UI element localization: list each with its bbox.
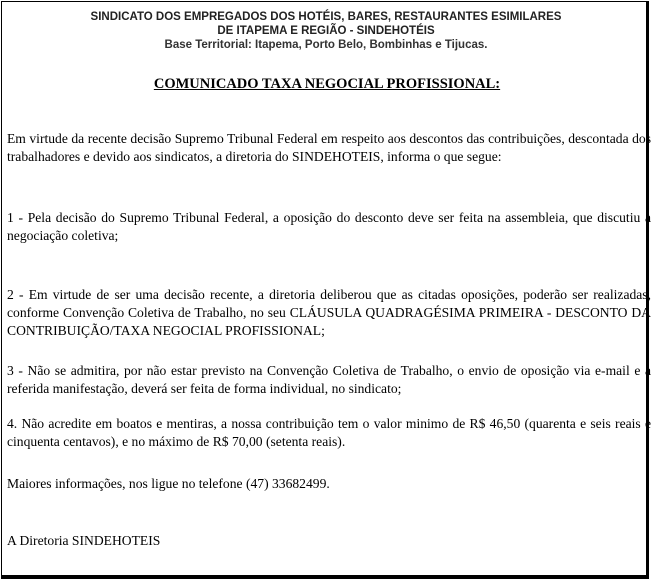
letterhead-territory: Base Territorial: Itapema, Porto Belo, Bombinhas e Tijucas. xyxy=(164,39,488,51)
paragraph-contact: Maiores informações, nos ligue no telefone (47) 33682499. xyxy=(7,476,330,491)
document-title: COMUNICADO TAXA NEGOCIAL PROFISSIONAL: xyxy=(153,76,501,92)
signature: A Diretoria SINDEHOTEIS xyxy=(7,533,161,548)
letterhead xyxy=(2,10,650,52)
letterhead-union-name: SINDICATO DOS EMPREGADOS DOS HOTÉIS, BARES, RESTAURANTES ESIMILARES xyxy=(90,11,562,23)
paragraph-intro: Em virtude da recente decisão Supremo Tribunal Federal em respeito aos descontos das contribuições, descontada dos trabalhadores e devido aos sindicatos, a diretoria do SINDEHOTEIS, informa o que segue: xyxy=(7,131,651,164)
document-frame xyxy=(1,1,649,579)
paragraph-item-3: 3 - Não se admitira, por não estar previsto na Convenção Coletiva de Trabalho, o envio de oposição via e-mail e a referida manifestação, deverá ser feita de forma individual, no sindicato; xyxy=(7,363,651,396)
paragraph-item-1: 1 - Pela decisão do Supremo Tribunal Federal, a oposição do desconto deve ser feita na assembleia, que discutiu a negociação coletiva; xyxy=(7,210,651,243)
letterhead-union-short-name: DE ITAPEMA E REGIÃO - SINDEHOTÉIS xyxy=(217,25,435,37)
paragraph-item-2: 2 - Em virtude de ser uma decisão recente, a diretoria deliberou que as citadas oposições, poderão ser realizadas, conforme Convenção Coletiva de Trabalho, no seu CLÁUSULA QUADRAGÉSIMA PRIMEIRA - DESCONTO DA CONTRIBUIÇÃO/TAXA NEGOCIAL PROFISSIONAL; xyxy=(7,287,651,338)
paragraph-item-4: 4. Não acredite em boatos e mentiras, a nossa contribuição tem o valor minimo de R$ 46,50 (quarenta e seis reais e cinquenta centavos), e no máximo de R$ 70,00 (setenta reais). xyxy=(7,416,651,449)
